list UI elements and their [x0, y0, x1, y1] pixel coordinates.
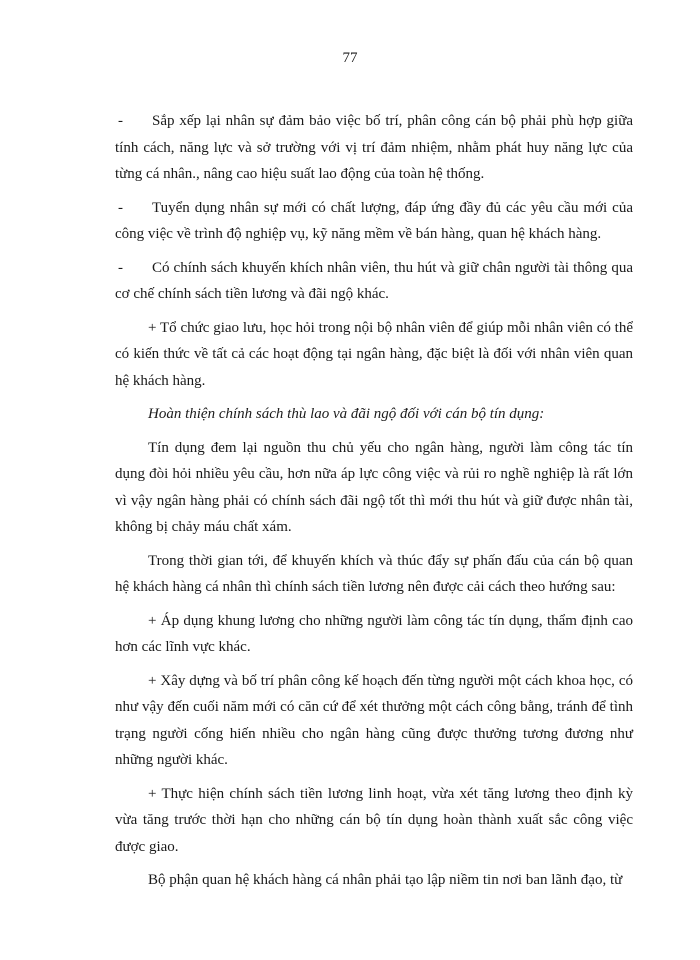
section-heading: Hoàn thiện chính sách thù lao và đãi ngộ đối với cán bộ tín dụng: [148, 406, 545, 422]
paragraph-9: + Xây dựng và bố trí phân công kế hoạch đến từng người một cách khoa học, có như vậy đến cuối năm mới có căn cứ để xét thưởng một cách công bằng, tránh để tình trạng người cống hiến nhiều cho ngân hàng cũng được thưởng tương đương như những người khác. [115, 672, 633, 768]
paragraph-8: + Áp dụng khung lương cho những người làm công tác tín dụng, thẩm định cao hơn các lĩnh vực khác. [115, 612, 633, 655]
bullet-paragraph-1 [115, 108, 633, 188]
paragraph-4: + Tổ chức giao lưu, học hỏi trong nội bộ nhân viên để giúp mỗi nhân viên có thể có kiến thức về tất cả các hoạt động tại ngân hàng, đặc biệt là đối với nhân viên quan hệ khách hàng. [115, 319, 633, 389]
page-number: 77 [342, 50, 358, 66]
bullet-dash: - [118, 199, 123, 216]
bullet-text-1: Sắp xếp lại nhân sự đảm bảo việc bố trí, phân công cán bộ phải phù hợp giữa tính cách, năng lực và sở trường với vị trí đảm nhiệm, nhằm phát huy năng lực của từng cá nhân., nâng cao hiệu suất lao động của toàn hệ thống. [115, 113, 633, 182]
document-body [115, 108, 633, 901]
paragraph-11: Bộ phận quan hệ khách hàng cá nhân phải tạo lập niềm tin nơi ban lãnh đạo, từ [148, 872, 623, 888]
bullet-paragraph-2 [115, 195, 633, 248]
paragraph-7: Trong thời gian tới, để khuyến khích và thúc đẩy sự phấn đấu của cán bộ quan hệ khách hàng cá nhân thì chính sách tiền lương nên được cải cách theo hướng sau: [115, 552, 633, 595]
bullet-text-3: Có chính sách khuyến khích nhân viên, thu hút và giữ chân người tài thông qua cơ chế chính sách tiền lương và đãi ngộ khác. [115, 259, 633, 302]
bullet-paragraph-3 [115, 255, 633, 308]
bullet-text-2: Tuyển dụng nhân sự mới có chất lượng, đáp ứng đầy đủ các yêu cầu mới của công việc về trình độ nghiệp vụ, kỹ năng mềm về bán hàng, quan hệ khách hàng. [115, 199, 633, 242]
bullet-dash: - [118, 113, 123, 129]
bullet-dash: - [118, 259, 123, 276]
paragraph-10: + Thực hiện chính sách tiền lương linh hoạt, vừa xét tăng lương theo định kỳ vừa tăng trước thời hạn cho những cán bộ tín dụng hoàn thành xuất sắc công việc được giao. [115, 785, 633, 855]
paragraph-6: Tín dụng đem lại nguồn thu chủ yếu cho ngân hàng, người làm công tác tín dụng đòi hỏi nhiều yêu cầu, hơn nữa áp lực công việc và rủi ro nghề nghiệp là rất lớn vì vậy ngân hàng phải có chính sách đãi ngộ tốt thì mới thu hút và giữ được nhân tài, không bị chảy máu chất xám. [115, 439, 633, 535]
